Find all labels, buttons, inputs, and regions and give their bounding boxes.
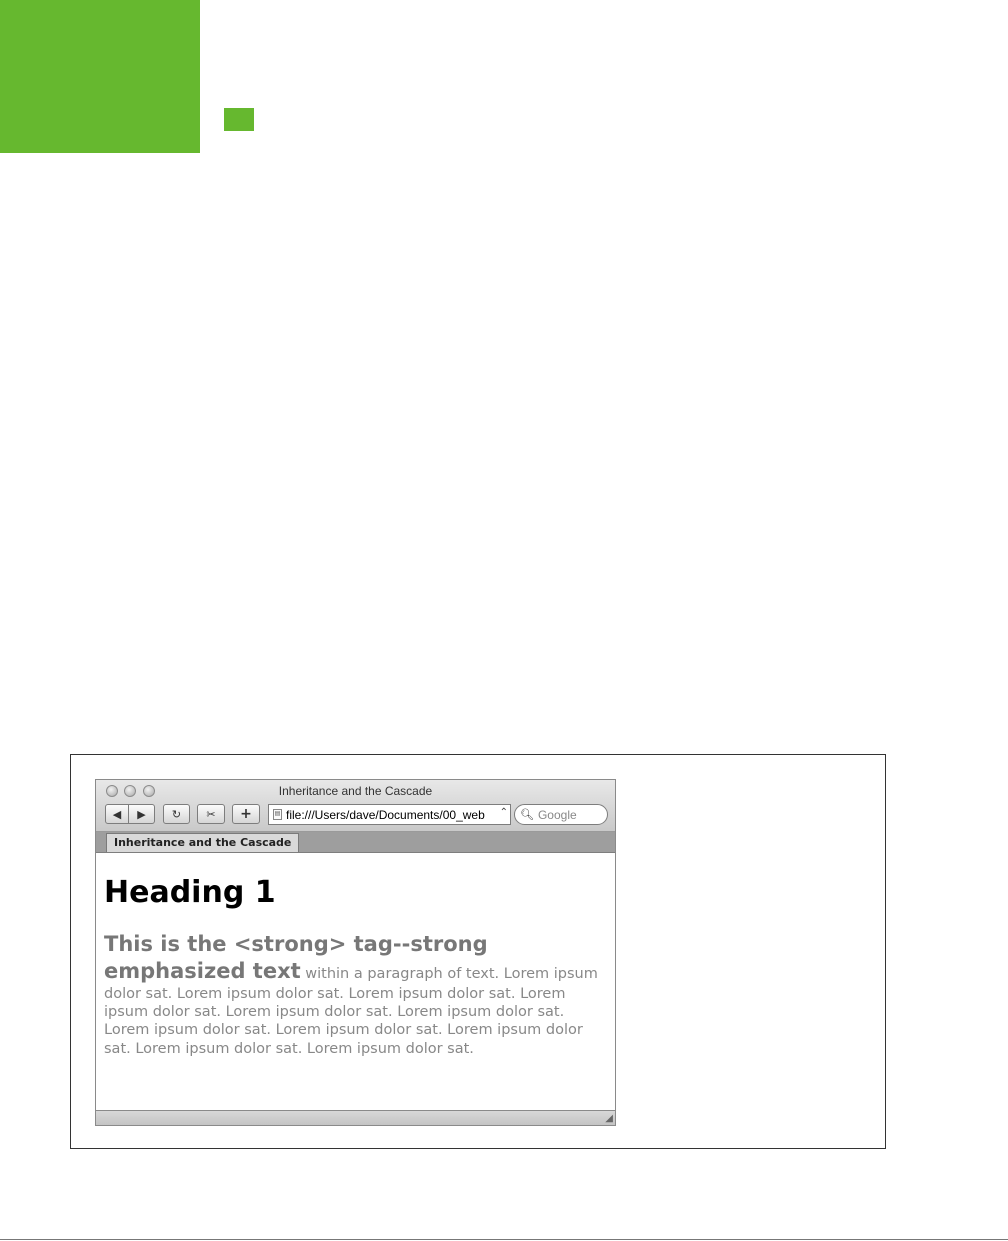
status-bar (96, 1110, 615, 1125)
chapter-color-block (0, 0, 200, 153)
back-arrow-icon: ◀ (112, 807, 122, 821)
plus-icon: + (240, 806, 252, 822)
paragraph-text: within a paragraph of text. Lorem ipsum dolor sat. Lorem ipsum dolor sat. Lorem ipsum dolor sat. Lorem ipsum dolor sat. Lorem ipsum dolor sat. Lorem ipsum dolor sat. Lorem ipsum dolor sat. Lorem ipsum dolor sat. Lorem ipsum dolor sat. Lorem ipsum dolor sat. Lorem ipsum dolor sat. (104, 966, 598, 1057)
chapter-marker-square (224, 108, 254, 131)
search-icon[interactable]: 🔍︎ (520, 809, 534, 821)
reload-icon: ↻ (171, 807, 182, 821)
page-bottom-rule (0, 1239, 1008, 1240)
back-button[interactable] (105, 804, 129, 824)
strong-text: This is the <strong> tag--strong emphasized text (104, 932, 488, 983)
paragraph (104, 931, 609, 1058)
page-heading: Heading 1 (104, 875, 276, 910)
address-dropdown-icon[interactable]: ⌃ (499, 807, 508, 818)
address-bar[interactable] (268, 804, 511, 825)
forward-arrow-icon: ▶ (137, 807, 146, 821)
snippet-button[interactable] (197, 804, 225, 824)
window-title: Inheritance and the Cascade (278, 784, 433, 798)
forward-button[interactable] (129, 804, 155, 824)
tab-bar (96, 832, 615, 853)
page-content (104, 875, 609, 1072)
search-field[interactable] (514, 804, 608, 825)
search-placeholder: Google (537, 807, 577, 822)
address-url[interactable]: file:///Users/dave/Documents/00_web (286, 807, 485, 822)
page-file-icon: ▤ (273, 809, 282, 820)
reload-button[interactable] (163, 804, 190, 824)
add-bookmark-button[interactable] (232, 804, 260, 824)
browser-window (95, 779, 616, 1126)
title-bar (96, 780, 615, 832)
tab-inheritance-cascade[interactable]: Inheritance and the Cascade (106, 833, 299, 852)
scissors-icon: ✂ (206, 807, 216, 821)
resize-grip-icon[interactable]: ◢ (605, 1113, 613, 1124)
